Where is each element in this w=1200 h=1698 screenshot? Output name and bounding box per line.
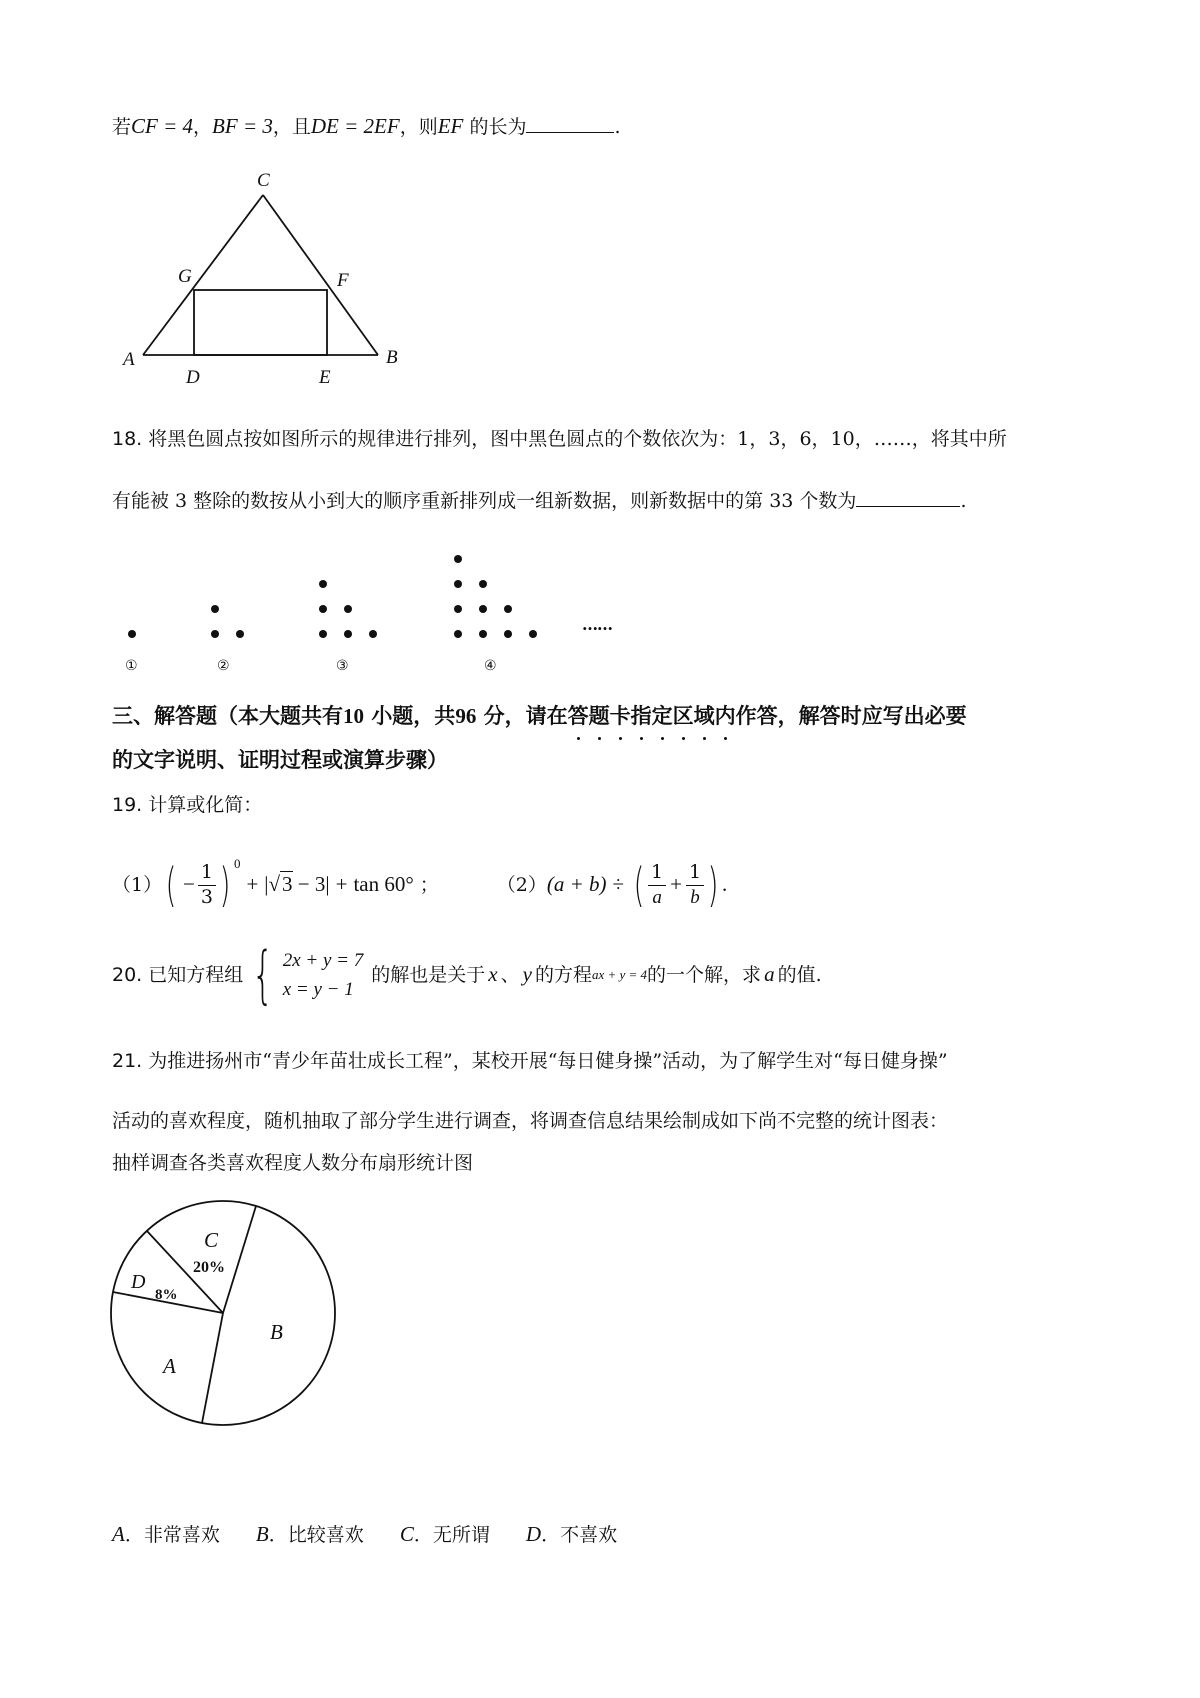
dot bbox=[211, 605, 219, 613]
dot bbox=[529, 630, 537, 638]
dot bbox=[211, 630, 219, 638]
dot bbox=[479, 605, 487, 613]
q18-line2: 有能被 3 整除的数按从小到大的顺序重新排列成一组新数据，则新数据中的第 33 个数为 . bbox=[112, 490, 967, 512]
divider-b-a bbox=[202, 1313, 223, 1423]
pattern-label-3: ③ bbox=[336, 658, 349, 674]
dot bbox=[454, 605, 462, 613]
dot bbox=[128, 630, 136, 638]
ellipsis: …… bbox=[582, 615, 612, 634]
section-heading-line1: 三、解答题（本大题共有10 小题，共96 分，请在答题卡指定区域内作答，解答时应写出必要 bbox=[112, 700, 967, 730]
slice-value-d: 8% bbox=[155, 1287, 178, 1303]
pattern-label-1: ① bbox=[125, 658, 138, 674]
dot bbox=[479, 580, 487, 588]
dot bbox=[479, 630, 487, 638]
dot bbox=[454, 630, 462, 638]
pie-chart bbox=[105, 1195, 345, 1435]
slice-label-b: B bbox=[270, 1320, 283, 1344]
dot bbox=[344, 630, 352, 638]
answer-blank[interactable] bbox=[526, 132, 614, 133]
label-f: F bbox=[337, 270, 349, 291]
label-a: A bbox=[123, 349, 135, 370]
section-heading-line2: 的文字说明、证明过程或演算步骤） bbox=[112, 747, 448, 772]
dot bbox=[344, 605, 352, 613]
dot bbox=[236, 630, 244, 638]
q19-expressions: （1） ( − $\frac{1}{3}$ ) 0 + | √3 − 3 | + tan 60° ； （2） (a + b) ÷ ( $\frac{1}{a}$ + $\frac{1}{b}$ ) . bbox=[112, 856, 728, 912]
slice-label-a: A bbox=[163, 1354, 176, 1378]
part-2-label: （2） bbox=[496, 873, 547, 896]
emphasis-text: 答题卡指定区域内 bbox=[568, 700, 736, 730]
q21-line1: 21. 为推进扬州市“青少年苗壮成长工程”，某校开展“每日健身操”活动，为了解学生对“每日健身操” bbox=[112, 1050, 948, 1072]
dot bbox=[504, 630, 512, 638]
q19-prompt: 19. 计算或化简： bbox=[112, 794, 263, 816]
pie-legend: A．非常喜欢 B．比较喜欢 C．无所谓 D．不喜欢 bbox=[112, 1522, 618, 1546]
rectangle-defg bbox=[194, 290, 327, 355]
dot bbox=[504, 605, 512, 613]
dot-pattern-figure bbox=[110, 545, 670, 680]
chart-title: 抽样调查各类喜欢程度人数分布扇形统计图 bbox=[112, 1152, 474, 1174]
label-b: B bbox=[386, 347, 398, 368]
triangle-rectangle-figure bbox=[115, 168, 415, 398]
dot bbox=[319, 630, 327, 638]
dot bbox=[319, 605, 327, 613]
slice-label-d: D bbox=[131, 1271, 146, 1293]
slice-value-c: 20% bbox=[193, 1259, 225, 1276]
dot bbox=[454, 555, 462, 563]
side-ac bbox=[143, 195, 263, 355]
q20-text: 20. 已知方程组 { 2x + y = 7 x = y − 1 的解也是关于 x 、 y 的方程 ax + y = 4 的一个解，求 a 的值. bbox=[112, 938, 822, 1011]
label-c: C bbox=[257, 170, 270, 191]
dot bbox=[454, 580, 462, 588]
q21-line2: 活动的喜欢程度，随机抽取了部分学生进行调查，将调查信息结果绘制成如下尚不完整的统计图表： bbox=[112, 1110, 949, 1132]
pattern-label-2: ② bbox=[217, 658, 230, 674]
part-1-label: （1） bbox=[112, 873, 163, 896]
answer-blank[interactable] bbox=[856, 506, 960, 507]
q18-line1: 18. 将黑色圆点按如图所示的规律进行排列，图中黑色圆点的个数依次为：1，3，6，10，……，将其中所 bbox=[112, 428, 1007, 450]
divider-c-b bbox=[223, 1206, 256, 1313]
pattern-label-4: ④ bbox=[484, 658, 497, 674]
dot bbox=[319, 580, 327, 588]
dot bbox=[369, 630, 377, 638]
equation-system: 2x + y = 7 x = y − 1 bbox=[282, 949, 364, 1000]
slice-label-c: C bbox=[204, 1228, 219, 1252]
label-d: D bbox=[186, 367, 200, 388]
q17-text: 若CF = 4，BF = 3，且DE = 2EF，则EF 的长为 . bbox=[112, 114, 621, 138]
label-g: G bbox=[178, 266, 192, 287]
label-e: E bbox=[319, 367, 331, 388]
side-cb bbox=[263, 195, 378, 355]
